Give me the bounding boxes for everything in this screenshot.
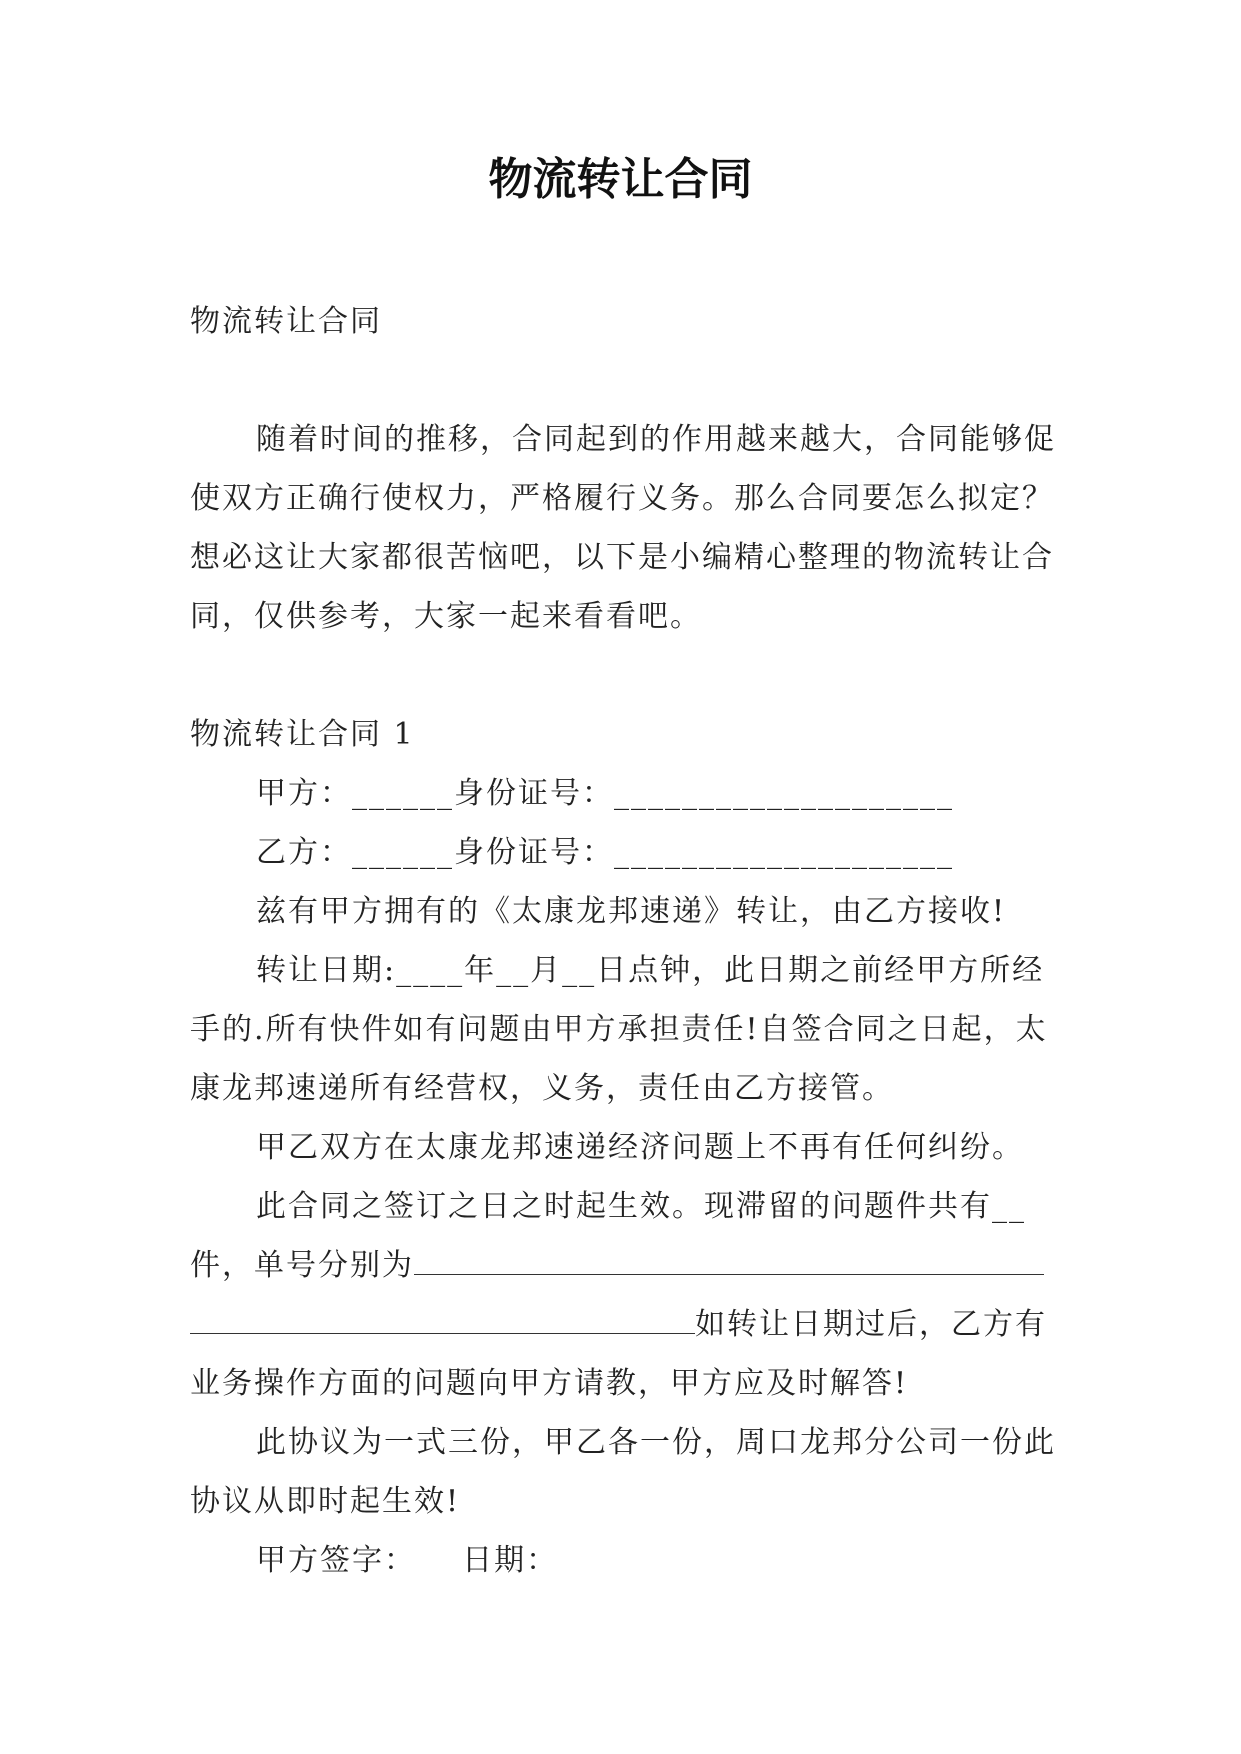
effective-text-part2: 如转让日期过后，乙方有业务操作方面的问题向甲方请教，甲方应及时解答! [190, 1307, 1047, 1401]
party-b-line: 乙方：______身份证号：____________________ [256, 835, 954, 870]
transfer-date-paragraph: 转让日期:____年__月__日点钟，此日期之前经甲方所经手的.所有快件如有问题由甲方承担责任!自签合同之日起，太康龙邦速递所有经营权，义务，责任由乙方接管。 [190, 953, 1048, 1106]
section-heading: 物流转让合同 1 [190, 717, 415, 752]
spacer [190, 646, 1060, 705]
effective-text-part1: 此合同之签订之日之时起生效。现滞留的问题件共有__件，单号分别为 [190, 1189, 1026, 1283]
intro-paragraph: 随着时间的推移，合同起到的作用越来越大，合同能够促使双方正确行使权力，严格履行义务。那么合同要怎么拟定？想必这让大家都很苦恼吧，以下是小编精心整理的物流转让合同，仅供参考，大家一起来看看吧。 [190, 422, 1056, 634]
effective-paragraph [190, 1177, 1060, 1413]
spacer [190, 351, 1060, 410]
no-dispute-paragraph: 甲乙双方在太康龙邦速递经济问题上不再有任何纠纷。 [256, 1130, 1024, 1165]
signature-line: 甲方签字： 日期： [256, 1543, 559, 1578]
transfer-statement: 兹有甲方拥有的《太康龙邦速递》转让，由乙方接收! [256, 894, 1007, 929]
tracking-number-blank [414, 1274, 1044, 1275]
party-a-line: 甲方：______身份证号：____________________ [256, 776, 954, 811]
document-subtitle: 物流转让合同 [190, 304, 382, 339]
document-title: 物流转让合同 [488, 154, 753, 205]
copies-paragraph: 此协议为一式三份，甲乙各一份，周口龙邦分公司一份此协议从即时起生效! [190, 1425, 1056, 1519]
document-body [190, 292, 1060, 1590]
tracking-number-blank-2 [190, 1333, 695, 1334]
